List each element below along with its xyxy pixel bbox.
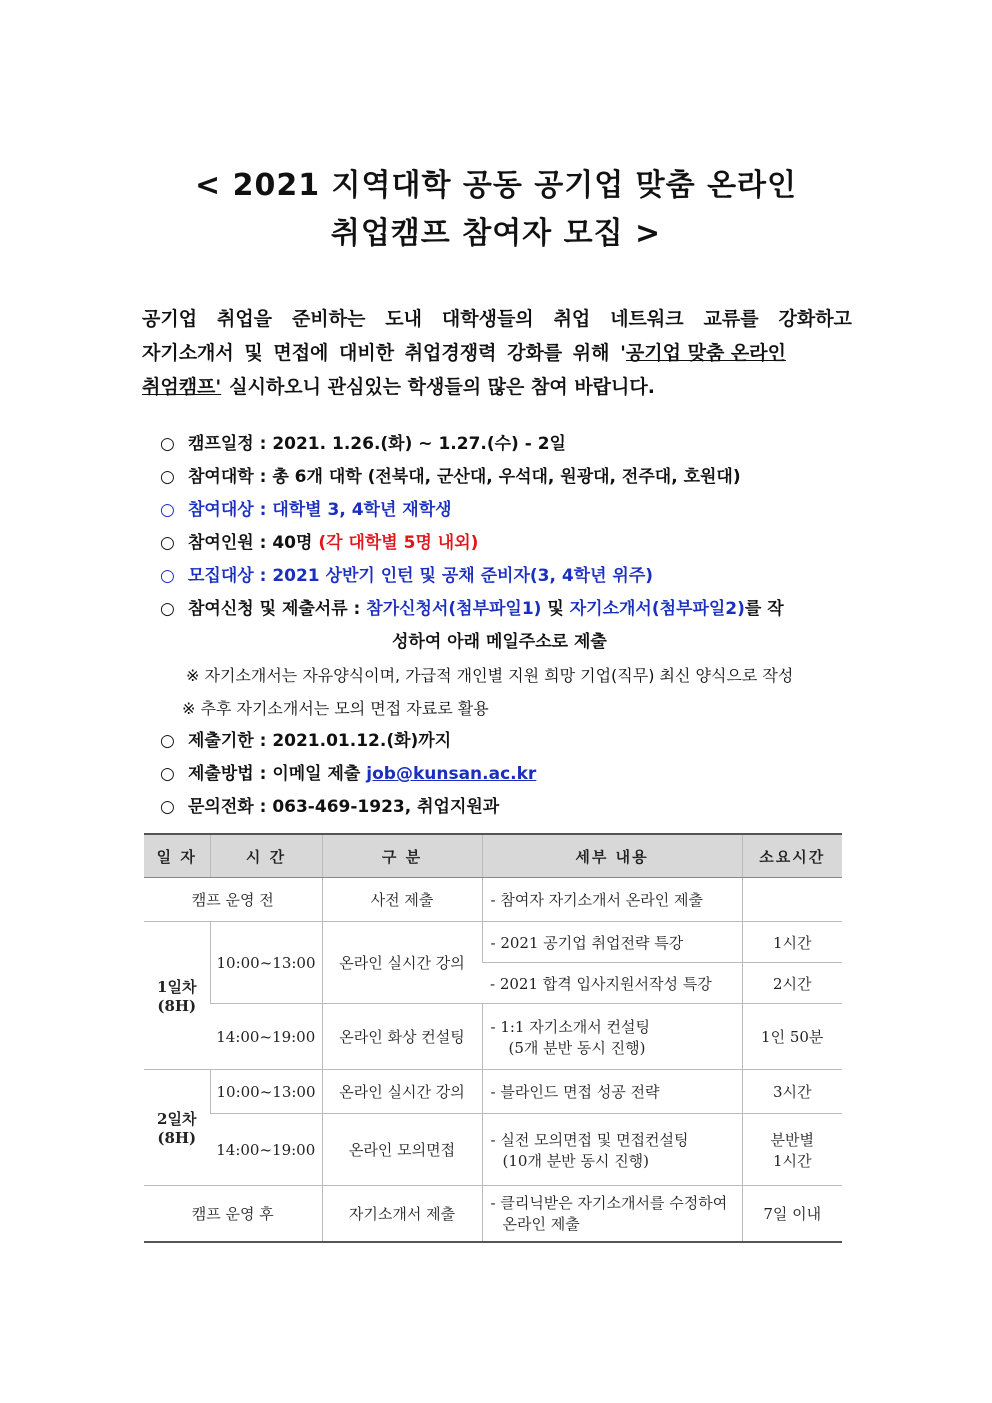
- d1-det3-line1: - 1:1 자기소개서 컨설팅: [490, 1017, 650, 1036]
- post-det-line2: 온라인 제출: [502, 1215, 580, 1234]
- cell-d1-time1: 10:00~13:00: [210, 922, 322, 1004]
- table-row: [144, 1186, 842, 1242]
- cell-d1-cat2: 온라인 화상 컨설팅: [322, 1004, 482, 1070]
- bullet-icon: ○: [160, 467, 175, 487]
- apply-label: 참여신청 및 제출서류 :: [188, 599, 367, 619]
- intro-word: 네트워크: [610, 308, 684, 330]
- day2-hours: (8H): [157, 1129, 197, 1147]
- count-text: 참여인원 : 40명: [188, 533, 319, 553]
- table-row: [144, 1070, 842, 1114]
- cell-d1-det1: - 2021 공기업 취업전략 특강: [482, 922, 742, 963]
- contact-text: 문의전화 : 063-469-1923, 취업지원과: [188, 797, 500, 817]
- bullet-icon: ○: [160, 533, 175, 553]
- method-text: 제출방법 : 이메일 제출: [188, 764, 367, 784]
- cell-d1-det3: [482, 1004, 742, 1070]
- recruit-text: 모집대상 : 2021 상반기 인턴 및 공채 준비자(3, 4학년 위주): [188, 566, 654, 586]
- d2-dur2-line2: 1시간: [772, 1151, 812, 1170]
- cell-d1-time2: 14:00~19:00: [210, 1004, 322, 1070]
- header-time: 시 간: [210, 834, 322, 878]
- intro-word: 대학생들의: [441, 308, 534, 330]
- email-link[interactable]: job@kunsan.ac.kr: [366, 764, 537, 784]
- note-2: ※ 추후 자기소개서는 모의 면접 자료로 활용: [182, 699, 489, 718]
- cell-day1: [144, 922, 210, 1070]
- cell-pre-detail: - 참여자 자기소개서 온라인 제출: [482, 878, 742, 922]
- schedule-table: [144, 833, 842, 1243]
- cell-d2-dur1: 3시간: [742, 1070, 842, 1114]
- cell-post-detail: [482, 1186, 742, 1242]
- target-text: 참여대상 : 대학별 3, 4학년 재학생: [188, 500, 452, 520]
- schedule-text: 캠프일정 : 2021. 1.26.(화) ~ 1.27.(수) - 2일: [188, 434, 566, 454]
- item-universities: [160, 461, 860, 494]
- info-list: [160, 428, 860, 824]
- intro-word: 도내: [385, 308, 422, 330]
- cell-d2-time1: 10:00~13:00: [210, 1070, 322, 1114]
- item-apply: [160, 593, 860, 626]
- apply-form-1: 참가신청서(첨부파일1): [366, 599, 542, 619]
- intro-word: 취업: [553, 308, 591, 330]
- cell-pre-day: 캠프 운영 전: [144, 878, 322, 922]
- header-date: 일 자: [144, 834, 210, 878]
- cell-d2-det2: [482, 1114, 742, 1186]
- day1-hours: (8H): [157, 997, 197, 1015]
- apply-tail: 를 작: [744, 599, 784, 619]
- item-target: [160, 494, 860, 527]
- table-row: [144, 878, 842, 922]
- header-category: 구 분: [322, 834, 482, 878]
- intro-word: 교류를: [703, 308, 759, 330]
- post-det-line1: - 클리닉받은 자기소개서를 수정하여: [490, 1194, 728, 1213]
- item-method: [160, 758, 860, 791]
- item-contact: [160, 791, 860, 824]
- apply-form-2: 자기소개서(첨부파일2): [569, 599, 745, 619]
- intro-word: 강화하고: [778, 308, 852, 330]
- table-row: [144, 1114, 842, 1186]
- table-row: [144, 1004, 842, 1070]
- item-count: [160, 527, 860, 560]
- bullet-icon: ○: [160, 797, 175, 817]
- apply-and: 및: [541, 599, 570, 619]
- bullet-icon: ○: [160, 764, 175, 784]
- intro-word: 공기업: [142, 308, 198, 330]
- d2-dur2-line1: 분반별: [770, 1130, 814, 1149]
- intro-line-2: [142, 336, 852, 370]
- intro-highlight-end: 취엄캠프': [142, 376, 222, 398]
- day2-label: 2일차: [157, 1110, 197, 1128]
- intro-text: 실시하오니 관심있는 학생들의 많은 참여 바랍니다.: [229, 376, 655, 398]
- item-deadline: [160, 725, 860, 758]
- cell-d1-det2: - 2021 합격 입사지원서작성 특강: [482, 963, 742, 1004]
- d1-det3-line2: (5개 분반 동시 진행): [508, 1038, 646, 1057]
- table-row: [144, 922, 842, 963]
- cell-post-day: 캠프 운영 후: [144, 1186, 322, 1242]
- intro-word: 준비하는: [291, 308, 366, 330]
- cell-pre-cat: 사전 제출: [322, 878, 482, 922]
- table-header-row: [144, 834, 842, 878]
- bullet-icon: ○: [160, 500, 175, 520]
- item-apply-cont: [160, 626, 860, 659]
- cell-d1-dur2: 2시간: [742, 963, 842, 1004]
- intro-word: 취업을: [216, 308, 273, 330]
- universities-text: 참여대학 : 총 6개 대학 (전북대, 군산대, 우석대, 원광대, 전주대, 호원대): [188, 467, 741, 487]
- cell-d2-cat1: 온라인 실시간 강의: [322, 1070, 482, 1114]
- apply-continued: 성하여 아래 메일주소로 제출: [392, 632, 607, 652]
- count-note: (각 대학별 5명 내외): [318, 533, 479, 553]
- page-title-line1: < 2021 지역대학 공동 공기업 맞춤 온라인: [194, 168, 798, 203]
- intro-line-1: [142, 302, 852, 336]
- bullet-icon: ○: [160, 434, 175, 454]
- cell-d1-cat1: 온라인 실시간 강의: [322, 922, 482, 1004]
- cell-pre-duration: [742, 878, 842, 922]
- d2-det2-line2: (10개 분반 동시 진행): [502, 1151, 650, 1170]
- page-title-line2: 취업캠프 참여자 모집 >: [330, 216, 662, 251]
- header-duration: 소요시간: [742, 834, 842, 878]
- cell-post-duration: 7일 이내: [742, 1186, 842, 1242]
- intro-text: 자기소개서 및 면접에 대비한 취업경쟁력 강화를 위해 ': [142, 342, 626, 364]
- bullet-icon: ○: [160, 566, 175, 586]
- cell-d1-dur3: 1인 50분: [742, 1004, 842, 1070]
- d2-det2-line1: - 실전 모의면접 및 면접컨설팅: [490, 1130, 689, 1149]
- intro-highlight: 공기업 맞춤 온라인: [625, 342, 786, 364]
- cell-day2: [144, 1070, 210, 1186]
- day1-label: 1일차: [157, 978, 197, 996]
- bullet-icon: ○: [160, 731, 175, 751]
- cell-d2-det1: - 블라인드 면접 성공 전략: [482, 1070, 742, 1114]
- intro-paragraph: [142, 302, 852, 404]
- item-recruit: [160, 560, 860, 593]
- cell-post-cat: 자기소개서 제출: [322, 1186, 482, 1242]
- header-detail: 세부 내용: [482, 834, 742, 878]
- bullet-icon: ○: [160, 599, 175, 619]
- cell-d2-time2: 14:00~19:00: [210, 1114, 322, 1186]
- cell-d2-cat2: 온라인 모의면접: [322, 1114, 482, 1186]
- cell-d1-dur1: 1시간: [742, 922, 842, 963]
- deadline-text: 제출기한 : 2021.01.12.(화)까지: [188, 731, 452, 751]
- note-1: ※ 자기소개서는 자유양식이며, 가급적 개인별 지원 희망 기업(직무) 최신 양식으로 작성: [186, 666, 794, 685]
- cell-d2-dur2: [742, 1114, 842, 1186]
- intro-line-3: [142, 370, 852, 404]
- item-schedule: [160, 428, 860, 461]
